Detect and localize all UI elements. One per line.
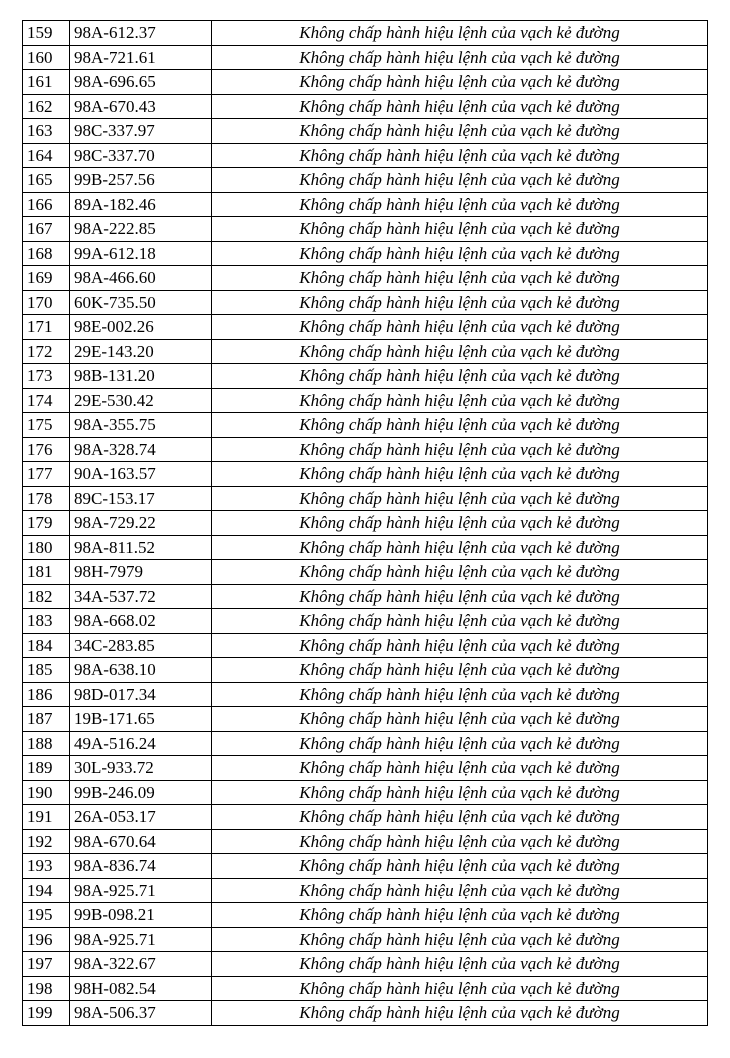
table-row bbox=[23, 658, 708, 683]
table-row bbox=[23, 756, 708, 781]
row-number: 177 bbox=[23, 462, 70, 487]
violations-table bbox=[22, 20, 708, 1026]
row-number: 164 bbox=[23, 143, 70, 168]
table-row bbox=[23, 266, 708, 291]
license-plate: 98A-506.37 bbox=[70, 1001, 212, 1026]
table-row bbox=[23, 560, 708, 585]
license-plate: 98C-337.70 bbox=[70, 143, 212, 168]
license-plate: 98A-721.61 bbox=[70, 45, 212, 70]
row-number: 180 bbox=[23, 535, 70, 560]
license-plate: 19B-171.65 bbox=[70, 707, 212, 732]
table-row bbox=[23, 290, 708, 315]
license-plate: 98A-811.52 bbox=[70, 535, 212, 560]
table-row bbox=[23, 241, 708, 266]
violation-description: Không chấp hành hiệu lệnh của vạch kẻ đường bbox=[212, 903, 708, 928]
license-plate: 98A-328.74 bbox=[70, 437, 212, 462]
violation-description: Không chấp hành hiệu lệnh của vạch kẻ đường bbox=[212, 756, 708, 781]
license-plate: 89C-153.17 bbox=[70, 486, 212, 511]
violations-table-body bbox=[23, 21, 708, 1026]
violation-description: Không chấp hành hiệu lệnh của vạch kẻ đường bbox=[212, 633, 708, 658]
violation-description: Không chấp hành hiệu lệnh của vạch kẻ đường bbox=[212, 780, 708, 805]
license-plate: 99A-612.18 bbox=[70, 241, 212, 266]
row-number: 187 bbox=[23, 707, 70, 732]
row-number: 185 bbox=[23, 658, 70, 683]
row-number: 190 bbox=[23, 780, 70, 805]
license-plate: 34C-283.85 bbox=[70, 633, 212, 658]
row-number: 174 bbox=[23, 388, 70, 413]
license-plate: 98A-925.71 bbox=[70, 927, 212, 952]
row-number: 171 bbox=[23, 315, 70, 340]
row-number: 183 bbox=[23, 609, 70, 634]
license-plate: 98A-322.67 bbox=[70, 952, 212, 977]
table-row bbox=[23, 364, 708, 389]
license-plate: 98H-7979 bbox=[70, 560, 212, 585]
row-number: 191 bbox=[23, 805, 70, 830]
row-number: 162 bbox=[23, 94, 70, 119]
violation-description: Không chấp hành hiệu lệnh của vạch kẻ đường bbox=[212, 217, 708, 242]
license-plate: 98A-670.43 bbox=[70, 94, 212, 119]
row-number: 167 bbox=[23, 217, 70, 242]
row-number: 169 bbox=[23, 266, 70, 291]
row-number: 182 bbox=[23, 584, 70, 609]
violation-description: Không chấp hành hiệu lệnh của vạch kẻ đường bbox=[212, 462, 708, 487]
violation-description: Không chấp hành hiệu lệnh của vạch kẻ đường bbox=[212, 829, 708, 854]
table-row bbox=[23, 94, 708, 119]
violation-description: Không chấp hành hiệu lệnh của vạch kẻ đường bbox=[212, 45, 708, 70]
table-row bbox=[23, 462, 708, 487]
license-plate: 26A-053.17 bbox=[70, 805, 212, 830]
license-plate: 30L-933.72 bbox=[70, 756, 212, 781]
table-row bbox=[23, 952, 708, 977]
violation-description: Không chấp hành hiệu lệnh của vạch kẻ đường bbox=[212, 70, 708, 95]
violation-description: Không chấp hành hiệu lệnh của vạch kẻ đường bbox=[212, 805, 708, 830]
table-row bbox=[23, 21, 708, 46]
table-row bbox=[23, 903, 708, 928]
row-number: 163 bbox=[23, 119, 70, 144]
license-plate: 98B-131.20 bbox=[70, 364, 212, 389]
license-plate: 99B-257.56 bbox=[70, 168, 212, 193]
row-number: 189 bbox=[23, 756, 70, 781]
table-row bbox=[23, 584, 708, 609]
violation-description: Không chấp hành hiệu lệnh của vạch kẻ đường bbox=[212, 976, 708, 1001]
license-plate: 98A-696.65 bbox=[70, 70, 212, 95]
license-plate: 99B-098.21 bbox=[70, 903, 212, 928]
table-row bbox=[23, 486, 708, 511]
violation-description: Không chấp hành hiệu lệnh của vạch kẻ đường bbox=[212, 560, 708, 585]
table-row bbox=[23, 413, 708, 438]
violation-description: Không chấp hành hiệu lệnh của vạch kẻ đường bbox=[212, 241, 708, 266]
license-plate: 29E-143.20 bbox=[70, 339, 212, 364]
table-row bbox=[23, 927, 708, 952]
row-number: 194 bbox=[23, 878, 70, 903]
table-row bbox=[23, 780, 708, 805]
violation-description: Không chấp hành hiệu lệnh của vạch kẻ đường bbox=[212, 339, 708, 364]
license-plate: 98D-017.34 bbox=[70, 682, 212, 707]
violation-description: Không chấp hành hiệu lệnh của vạch kẻ đường bbox=[212, 658, 708, 683]
row-number: 196 bbox=[23, 927, 70, 952]
table-row bbox=[23, 217, 708, 242]
violation-description: Không chấp hành hiệu lệnh của vạch kẻ đường bbox=[212, 854, 708, 879]
row-number: 179 bbox=[23, 511, 70, 536]
violation-description: Không chấp hành hiệu lệnh của vạch kẻ đường bbox=[212, 290, 708, 315]
violation-description: Không chấp hành hiệu lệnh của vạch kẻ đường bbox=[212, 315, 708, 340]
violation-description: Không chấp hành hiệu lệnh của vạch kẻ đường bbox=[212, 94, 708, 119]
row-number: 188 bbox=[23, 731, 70, 756]
violation-description: Không chấp hành hiệu lệnh của vạch kẻ đường bbox=[212, 927, 708, 952]
document-page bbox=[22, 20, 707, 1026]
table-row bbox=[23, 511, 708, 536]
license-plate: 98A-668.02 bbox=[70, 609, 212, 634]
table-row bbox=[23, 388, 708, 413]
row-number: 192 bbox=[23, 829, 70, 854]
table-row bbox=[23, 70, 708, 95]
license-plate: 99B-246.09 bbox=[70, 780, 212, 805]
violation-description: Không chấp hành hiệu lệnh của vạch kẻ đường bbox=[212, 486, 708, 511]
license-plate: 98A-222.85 bbox=[70, 217, 212, 242]
violation-description: Không chấp hành hiệu lệnh của vạch kẻ đường bbox=[212, 437, 708, 462]
violation-description: Không chấp hành hiệu lệnh của vạch kẻ đường bbox=[212, 707, 708, 732]
license-plate: 34A-537.72 bbox=[70, 584, 212, 609]
table-row bbox=[23, 805, 708, 830]
violation-description: Không chấp hành hiệu lệnh của vạch kẻ đường bbox=[212, 878, 708, 903]
table-row bbox=[23, 829, 708, 854]
row-number: 172 bbox=[23, 339, 70, 364]
license-plate: 98C-337.97 bbox=[70, 119, 212, 144]
license-plate: 98A-729.22 bbox=[70, 511, 212, 536]
license-plate: 98A-466.60 bbox=[70, 266, 212, 291]
table-row bbox=[23, 339, 708, 364]
row-number: 197 bbox=[23, 952, 70, 977]
violation-description: Không chấp hành hiệu lệnh của vạch kẻ đường bbox=[212, 413, 708, 438]
table-row bbox=[23, 707, 708, 732]
row-number: 165 bbox=[23, 168, 70, 193]
license-plate: 98A-670.64 bbox=[70, 829, 212, 854]
violation-description: Không chấp hành hiệu lệnh của vạch kẻ đường bbox=[212, 168, 708, 193]
row-number: 161 bbox=[23, 70, 70, 95]
violation-description: Không chấp hành hiệu lệnh của vạch kẻ đường bbox=[212, 143, 708, 168]
row-number: 159 bbox=[23, 21, 70, 46]
violation-description: Không chấp hành hiệu lệnh của vạch kẻ đường bbox=[212, 192, 708, 217]
table-row bbox=[23, 854, 708, 879]
row-number: 181 bbox=[23, 560, 70, 585]
row-number: 198 bbox=[23, 976, 70, 1001]
violation-description: Không chấp hành hiệu lệnh của vạch kẻ đường bbox=[212, 682, 708, 707]
table-row bbox=[23, 682, 708, 707]
row-number: 186 bbox=[23, 682, 70, 707]
violation-description: Không chấp hành hiệu lệnh của vạch kẻ đường bbox=[212, 21, 708, 46]
row-number: 166 bbox=[23, 192, 70, 217]
violation-description: Không chấp hành hiệu lệnh của vạch kẻ đường bbox=[212, 266, 708, 291]
violation-description: Không chấp hành hiệu lệnh của vạch kẻ đường bbox=[212, 1001, 708, 1026]
table-row bbox=[23, 535, 708, 560]
table-row bbox=[23, 192, 708, 217]
violation-description: Không chấp hành hiệu lệnh của vạch kẻ đường bbox=[212, 119, 708, 144]
license-plate: 98A-638.10 bbox=[70, 658, 212, 683]
row-number: 173 bbox=[23, 364, 70, 389]
violation-description: Không chấp hành hiệu lệnh của vạch kẻ đường bbox=[212, 535, 708, 560]
license-plate: 98E-002.26 bbox=[70, 315, 212, 340]
table-row bbox=[23, 315, 708, 340]
license-plate: 49A-516.24 bbox=[70, 731, 212, 756]
license-plate: 98A-836.74 bbox=[70, 854, 212, 879]
table-row bbox=[23, 437, 708, 462]
violation-description: Không chấp hành hiệu lệnh của vạch kẻ đường bbox=[212, 584, 708, 609]
license-plate: 98A-612.37 bbox=[70, 21, 212, 46]
row-number: 193 bbox=[23, 854, 70, 879]
row-number: 160 bbox=[23, 45, 70, 70]
table-row bbox=[23, 976, 708, 1001]
row-number: 199 bbox=[23, 1001, 70, 1026]
table-row bbox=[23, 119, 708, 144]
table-row bbox=[23, 168, 708, 193]
table-row bbox=[23, 731, 708, 756]
row-number: 178 bbox=[23, 486, 70, 511]
license-plate: 90A-163.57 bbox=[70, 462, 212, 487]
license-plate: 98H-082.54 bbox=[70, 976, 212, 1001]
table-row bbox=[23, 45, 708, 70]
violation-description: Không chấp hành hiệu lệnh của vạch kẻ đường bbox=[212, 609, 708, 634]
row-number: 195 bbox=[23, 903, 70, 928]
table-row bbox=[23, 609, 708, 634]
license-plate: 60K-735.50 bbox=[70, 290, 212, 315]
row-number: 175 bbox=[23, 413, 70, 438]
table-row bbox=[23, 143, 708, 168]
license-plate: 29E-530.42 bbox=[70, 388, 212, 413]
row-number: 176 bbox=[23, 437, 70, 462]
table-row bbox=[23, 633, 708, 658]
row-number: 184 bbox=[23, 633, 70, 658]
violation-description: Không chấp hành hiệu lệnh của vạch kẻ đường bbox=[212, 731, 708, 756]
violation-description: Không chấp hành hiệu lệnh của vạch kẻ đường bbox=[212, 511, 708, 536]
row-number: 168 bbox=[23, 241, 70, 266]
table-row bbox=[23, 1001, 708, 1026]
table-row bbox=[23, 878, 708, 903]
violation-description: Không chấp hành hiệu lệnh của vạch kẻ đường bbox=[212, 952, 708, 977]
license-plate: 98A-355.75 bbox=[70, 413, 212, 438]
license-plate: 89A-182.46 bbox=[70, 192, 212, 217]
license-plate: 98A-925.71 bbox=[70, 878, 212, 903]
violation-description: Không chấp hành hiệu lệnh của vạch kẻ đường bbox=[212, 388, 708, 413]
row-number: 170 bbox=[23, 290, 70, 315]
violation-description: Không chấp hành hiệu lệnh của vạch kẻ đường bbox=[212, 364, 708, 389]
